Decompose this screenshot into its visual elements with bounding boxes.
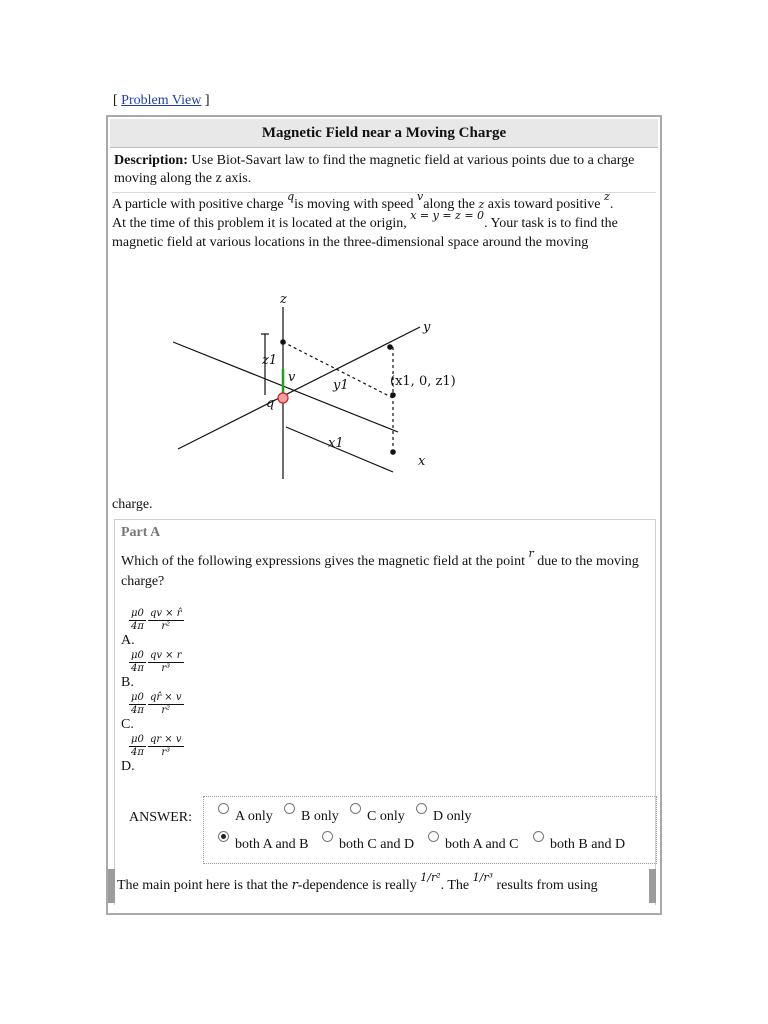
- bracket-close: ]: [204, 93, 210, 108]
- coordinate-figure: [168, 287, 468, 487]
- choice-c: $\frac{\mu 0}{4\pi}$ $\frac{qr̂ \times v}{\text{r²}}$ C.: [121, 692, 182, 732]
- radio-icon[interactable]: [284, 803, 295, 814]
- math-z: z: [604, 190, 610, 203]
- radio-icon[interactable]: [533, 831, 544, 842]
- intro-text: A particle with positive charge: [112, 197, 284, 212]
- option-both-c-d[interactable]: both C and D: [322, 837, 414, 853]
- choice-letter: C.: [121, 717, 134, 732]
- option-both-a-c[interactable]: both A and C: [428, 837, 519, 853]
- math-r-vector: r: [528, 547, 534, 560]
- radio-icon[interactable]: [428, 831, 439, 842]
- intro-text: axis toward positive: [487, 197, 601, 212]
- choice-a: $\frac{\mu 0}{4\pi}$ $\frac{qv \times r̂}{\text{r²}}$ A.: [121, 608, 182, 648]
- option-b-only[interactable]: B only: [284, 809, 339, 825]
- option-both-b-d[interactable]: both B and D: [533, 837, 625, 853]
- math-v: v: [417, 190, 424, 203]
- problem-frame: [106, 115, 662, 915]
- breadcrumb: [113, 93, 210, 109]
- radio-icon[interactable]: [322, 831, 333, 842]
- problem-intro: [112, 190, 658, 252]
- description-text: Use Biot-Savart law to find the magnetic field at various points due to a charge moving along the z axis.: [114, 153, 635, 186]
- intro-text: . Your task is to find the magnetic field at various locations in the three-dimensional space around the moving: [112, 216, 618, 250]
- label-q: q: [266, 396, 275, 411]
- radio-icon[interactable]: [350, 803, 361, 814]
- question-text: Which of the following expressions gives the magnetic field at the point: [121, 554, 525, 569]
- feedback-box: The main point here is that the r-dependence is really $^{1/r^2}$. The $^{1/r^3}$ results from using: [108, 869, 656, 903]
- intro-end: charge.: [112, 497, 153, 512]
- label-x1: x1: [328, 436, 344, 451]
- intro-text: along the: [423, 197, 475, 212]
- question-text: due to the moving charge?: [121, 554, 639, 589]
- math-origin: x = y = z = 0: [410, 209, 485, 222]
- answer-options: [203, 796, 657, 864]
- label-v: v: [288, 370, 296, 385]
- choice-letter: D.: [121, 759, 135, 774]
- choice-letter: A.: [121, 633, 135, 648]
- axis-x-label: x: [418, 454, 426, 469]
- answer-label: ANSWER:: [129, 810, 192, 825]
- part-a: [114, 519, 656, 905]
- axis-z-label: z: [280, 292, 287, 307]
- bracket-open: [: [113, 93, 118, 108]
- intro-text: At the time of this problem it is located at the origin,: [112, 216, 407, 231]
- option-a-only[interactable]: A only: [218, 809, 273, 825]
- intro-text: .: [609, 197, 614, 212]
- radio-icon[interactable]: [218, 803, 229, 814]
- label-y1: y1: [333, 378, 349, 393]
- option-d-only[interactable]: D only: [416, 809, 472, 825]
- part-a-label: Part A: [121, 525, 161, 540]
- radio-icon[interactable]: [416, 803, 427, 814]
- description: [112, 152, 656, 193]
- option-c-only[interactable]: C only: [350, 809, 405, 825]
- page-title: Magnetic Field near a Moving Charge: [110, 119, 658, 148]
- axis-y-label: y: [423, 320, 431, 335]
- part-a-question: [121, 547, 641, 592]
- choice-d: $\frac{\mu 0}{4\pi}$ $\frac{qr \times v}{\text{r³}}$ D.: [121, 734, 182, 774]
- description-label: Description:: [114, 153, 188, 168]
- choice-letter: B.: [121, 675, 134, 690]
- intro-text: is moving with speed: [294, 197, 414, 212]
- math-z: z: [478, 198, 485, 211]
- option-both-a-b[interactable]: both A and B: [218, 837, 309, 853]
- problem-view-link[interactable]: Problem View: [121, 93, 202, 108]
- math-q: q: [287, 190, 295, 203]
- label-point: (x1, 0, z1): [390, 374, 456, 389]
- radio-selected-icon[interactable]: [218, 831, 229, 842]
- choice-b: $\frac{\mu 0}{4\pi}$ $\frac{qv \times r}{\text{r³}}$ B.: [121, 650, 182, 690]
- label-z1: z1: [262, 353, 278, 368]
